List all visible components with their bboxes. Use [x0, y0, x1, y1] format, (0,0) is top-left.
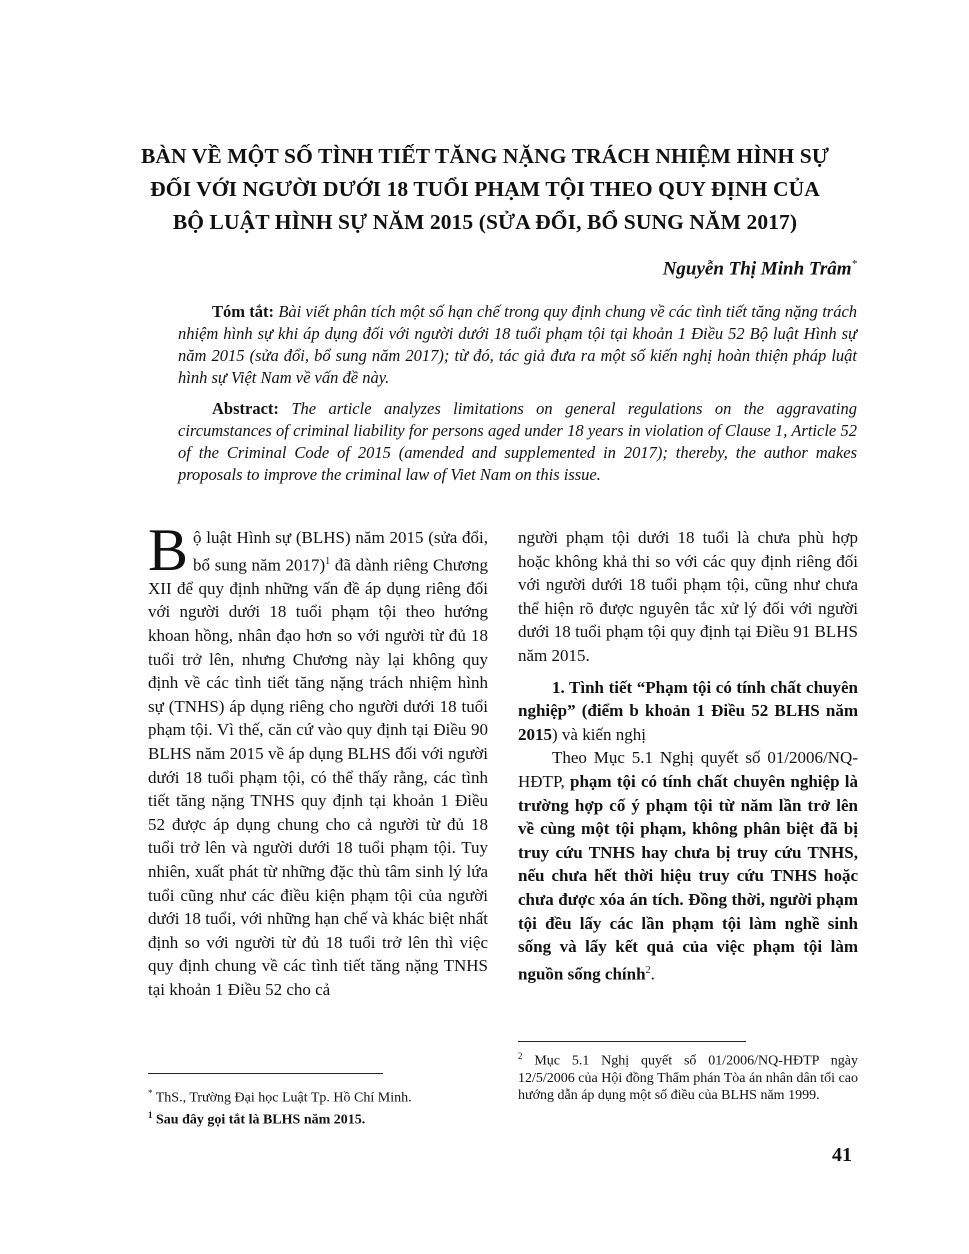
summary-label: Tóm tắt:	[212, 302, 275, 321]
footnote-ref-2: 2	[645, 964, 651, 976]
drop-cap: B	[148, 517, 189, 583]
paragraph-1-part-a: ộ luật Hình sự (BLHS) năm 2015 (sửa đổi, bổ sung năm 2017)	[193, 528, 488, 575]
author-name: Nguyễn Thị Minh Trâm	[662, 258, 852, 280]
footnote-divider-left	[148, 1073, 383, 1074]
body-paragraph-1	[148, 517, 488, 1002]
page-number: 41	[832, 1144, 852, 1166]
footnotes-right	[518, 1048, 858, 1104]
abstract-label: Abstract:	[212, 399, 279, 418]
footnote-1-text: Sau đây gọi tắt là BLHS năm 2015.	[152, 1112, 366, 1128]
author-footnote-mark: *	[851, 258, 857, 270]
footnote-1	[148, 1107, 488, 1129]
body-paragraph-2	[518, 746, 858, 986]
footnote-2	[518, 1048, 858, 1104]
summary-text: Bài viết phân tích một số hạn chế trong quy định chung về các tình tiết tăng nặng trách nhiệm hình sự khi áp dụng đối với người dưới 18 tuổi phạm tội tại khoản 1 Điều 52 Bộ luật Hình sự năm 2015 (sửa đổi, bổ sung năm 2017); từ đó, tác giả đưa ra một số kiến nghị hoàn thiện pháp luật hình sự Việt Nam về vấn đề này.	[178, 302, 858, 387]
footnotes-left	[148, 1085, 488, 1128]
footnote-2-text: Mục 5.1 Nghị quyết số 01/2006/NQ-HĐTP ngày 12/5/2006 của Hội đồng Thẩm phán Tòa án nhân dân tối cao hướng dẫn áp dụng một số điều của BLHS năm 1999.	[518, 1053, 858, 1103]
paragraph-2-part-a: Theo Mục 5.1 Nghị quyết số 01/2006/NQ-HĐTP,	[518, 748, 858, 791]
abstract-block	[178, 398, 857, 486]
summary-block	[178, 301, 857, 389]
author	[663, 258, 857, 280]
title-line-2: ĐỐI VỚI NGƯỜI DƯỚI 18 TUỔI PHẠM TỘI THEO QUY ĐỊNH CỦA	[150, 177, 820, 201]
footnote-1-mark: 1	[148, 1109, 153, 1120]
footnote-ref-1: 1	[325, 555, 331, 567]
title-line-3: BỘ LUẬT HÌNH SỰ NĂM 2015 (SỬA ĐỔI, BỔ SUNG NĂM 2017)	[172, 210, 798, 234]
paragraph-2-end: .	[650, 964, 655, 984]
section-heading-1	[518, 676, 858, 747]
article-title	[110, 140, 860, 239]
paragraph-2-part-b: phạm tội có tính chất chuyên nghiệp là trường hợp cố ý phạm tội từ năm lần trở lên về cùng một tội phạm, không phân biệt đã bị truy cứu TNHS hay chưa bị truy cứu TNHS, nếu chưa hết thời hiệu truy cứu TNHS hoặc chưa được xóa án tích. Đồng thời, người phạm tội đều lấy các lần phạm tội làm nghề sinh sống và lấy kết quả của việc phạm tội làm nguồn sống chính	[518, 771, 859, 984]
abstract-text: The article analyzes limitations on general regulations on the aggravating circumstances of criminal liability for persons aged under 18 years in violation of Clause 1, Article 52 of the Criminal Code of 2015 (amended and supplemented in 2017); thereby, the author makes proposals to improve the criminal law of Viet Nam on this issue.	[178, 399, 857, 484]
body-column-right	[518, 526, 858, 986]
footnote-author-text: ThS., Trường Đại học Luật Tp. Hồ Chí Minh.	[152, 1090, 412, 1106]
footnote-2-mark: 2	[518, 1051, 523, 1061]
title-line-1: BÀN VỀ MỘT SỐ TÌNH TIẾT TĂNG NẶNG TRÁCH NHIỆM HÌNH SỰ	[140, 144, 830, 168]
paragraph-1-part-b: đã dành riêng Chương XII để quy định những vấn đề áp dụng riêng đối với người dưới 18 tuổi phạm tội theo hướng khoan hồng, nhân đạo hơn so với người từ đủ 18 tuổi trở lên, nhưng Chương này lại không quy định về các tình tiết tăng nặng trách nhiệm hình sự (TNHS) áp dụng riêng cho người dưới 18 tuổi phạm tội. Vì thế, căn cứ vào quy định tại Điều 90 BLHS năm 2015 về áp dụng BLHS đối với người dưới 18 tuổi phạm tội, có thể thấy rằng, các tình tiết tăng nặng TNHS quy định tại khoản 1 Điều 52 được áp dụng chung cho cả người từ đủ 18 tuổi trở lên và người dưới 18 tuổi phạm tội. Tuy nhiên, xuất phát từ những đặc thù tâm sinh lý lứa tuổi cũng như các điều kiện phạm tội của người dưới 18 tuổi, với những hạn chế và khác biệt nhất định so với người từ đủ 18 tuổi trở lên thì việc quy định chung về các tình tiết tăng nặng TNHS tại khoản 1 Điều 52 cho cả	[148, 555, 488, 999]
footnote-author-mark: *	[148, 1088, 153, 1098]
footnote-divider-right	[518, 1041, 746, 1042]
paragraph-1-continued: người phạm tội dưới 18 tuổi là chưa phù hợp hoặc không khả thi so với các quy định riêng đối với người dưới 18 tuổi phạm tội, cũng như chưa thể hiện rõ được nguyên tắc xử lý đối với người dưới 18 tuổi phạm tội quy định tại Điều 91 BLHS năm 2015.	[518, 528, 858, 665]
section-heading-tail: ) và kiến nghị	[552, 724, 646, 744]
section-heading-text: 1. Tình tiết “Phạm tội có tính chất chuyên nghiệp” (điểm b khoản 1 Điều 52 BLHS năm 2015	[518, 677, 858, 744]
footnote-author	[148, 1085, 488, 1107]
body-column-left	[148, 517, 488, 1002]
